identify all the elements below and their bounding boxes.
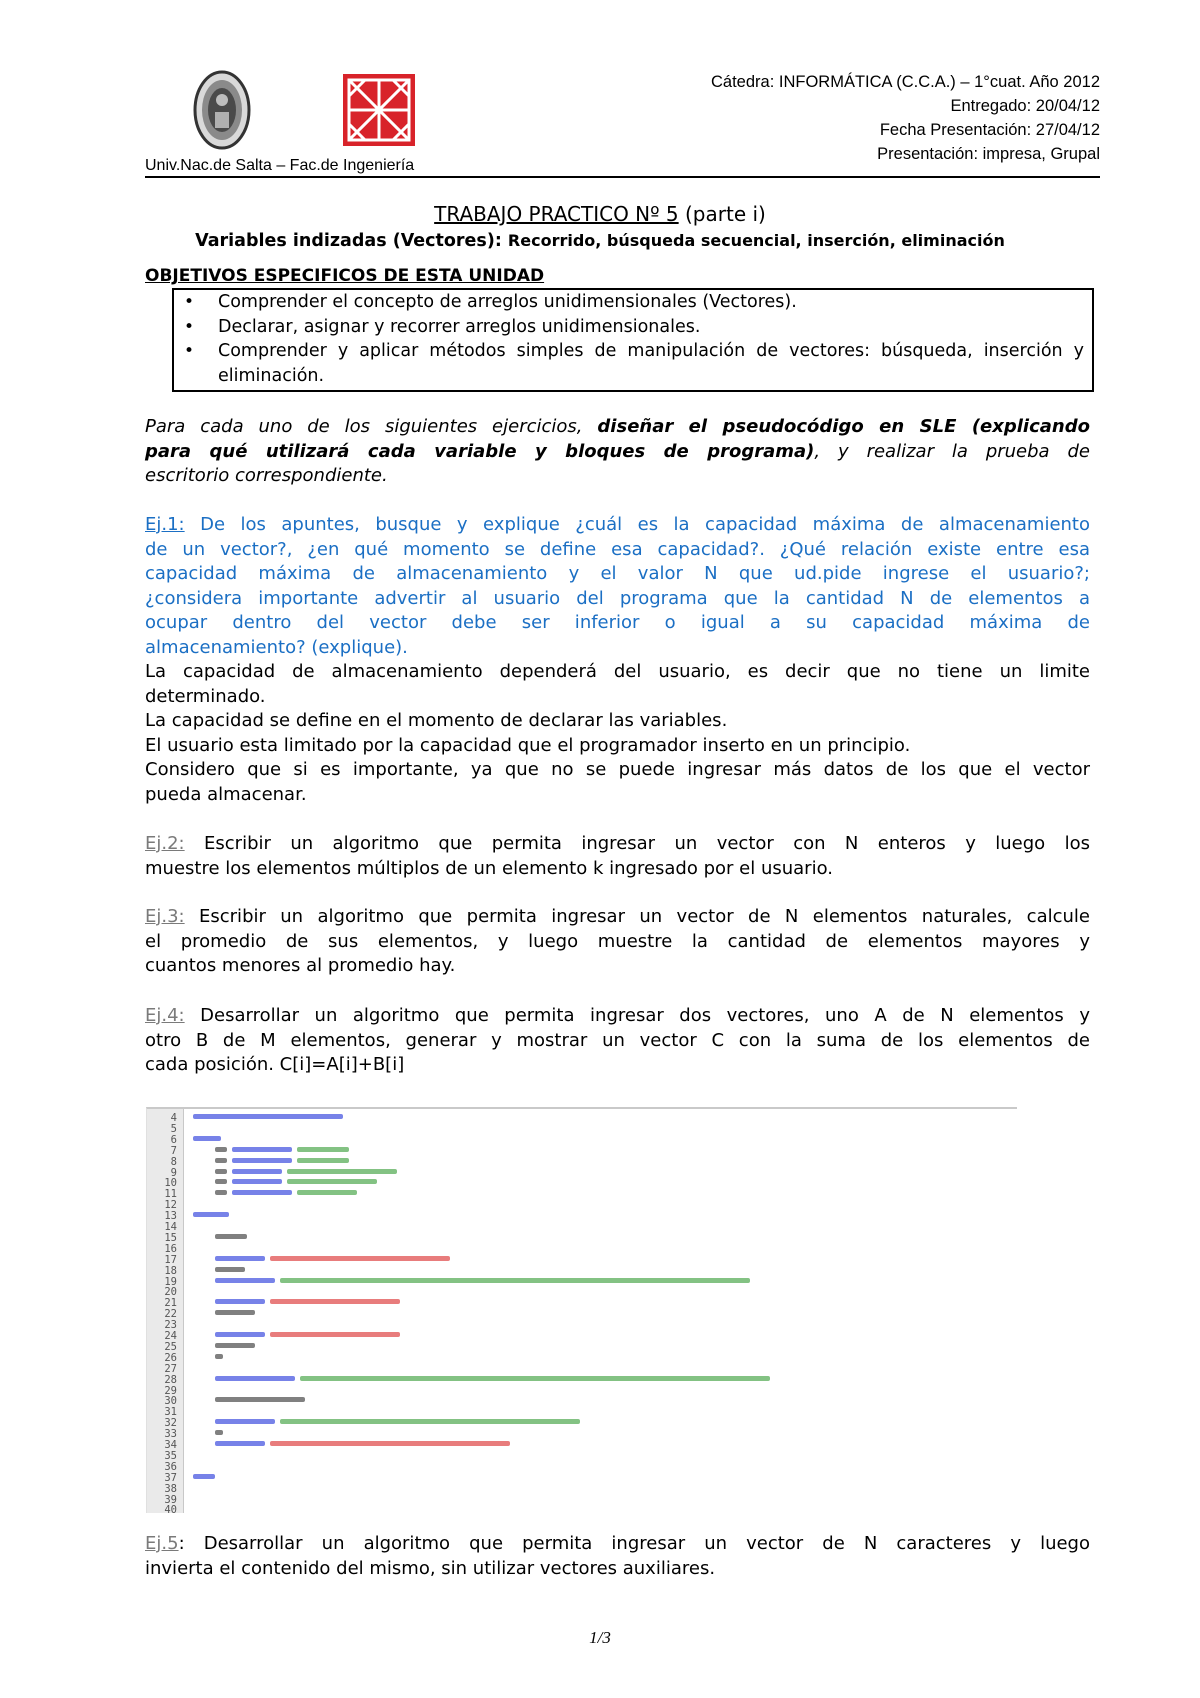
code-line xyxy=(215,1234,247,1240)
code-line xyxy=(193,1212,229,1218)
code-line xyxy=(215,1278,750,1284)
code-token xyxy=(270,1299,400,1304)
ej5-line xyxy=(145,1532,1090,1557)
ej4-label: Ej.4: xyxy=(145,1005,185,1026)
code-line xyxy=(215,1169,397,1175)
code-line xyxy=(215,1332,400,1338)
ej1-question-line: de un vector?, ¿en qué momento se define esa capacidad?. ¿Qué relación existe entre esa xyxy=(145,538,1090,560)
objective-item: • Comprender y aplicar métodos simples de manipulación de vectores: búsqueda, inserción y eliminación. xyxy=(174,339,1092,388)
intro-paragraph xyxy=(145,415,1090,489)
code-line xyxy=(215,1256,450,1262)
code-token xyxy=(232,1158,292,1163)
ej3-line: cuantos menores al promedio hay. xyxy=(145,955,456,976)
code-line-number: 29 xyxy=(164,1384,177,1397)
code-token xyxy=(280,1419,580,1424)
ej2-line xyxy=(145,832,1090,857)
objectives-heading: OBJETIVOS ESPECIFICOS DE ESTA UNIDAD xyxy=(145,266,545,286)
intro-text: , y realizar la prueba de xyxy=(814,440,1090,462)
code-token xyxy=(215,1310,255,1315)
ej5-label: Ej.5 xyxy=(145,1533,179,1554)
code-line-number: 5 xyxy=(170,1122,177,1135)
code-line-gutter xyxy=(147,1109,184,1513)
code-token xyxy=(287,1169,397,1174)
ej5-text: : Desarrollar un algoritmo que permita ingresar un vector de N caracteres y luego xyxy=(178,1533,1090,1554)
code-line xyxy=(215,1147,349,1153)
code-line-number: 8 xyxy=(170,1155,177,1168)
code-line-number: 25 xyxy=(164,1340,177,1353)
intro-line: escritorio correspondiente. xyxy=(145,465,388,486)
code-line-number: 7 xyxy=(170,1144,177,1157)
ej1-question-line xyxy=(145,513,1090,538)
code-token xyxy=(280,1278,750,1283)
ej2-line: muestre los elementos múltiplos de un elemento k ingresado por el usuario. xyxy=(145,857,833,879)
ej1-answer-line: Considero que si es importante, ya que no se puede ingresar más datos de los que el vector xyxy=(145,759,1090,780)
ej1-label: Ej.1: xyxy=(145,514,185,535)
ej3-line: el promedio de sus elementos, y luego muestre la cantidad de elementos mayores y xyxy=(145,930,1090,952)
code-token xyxy=(232,1147,292,1152)
code-line-number: 35 xyxy=(164,1449,177,1462)
code-line xyxy=(215,1376,770,1382)
objectives-box xyxy=(172,288,1094,392)
code-line-number: 31 xyxy=(164,1406,177,1419)
code-token xyxy=(215,1278,275,1283)
ej1-question-line: ocupar dentro del vector debe ser inferior o igual a su capacidad máxima de xyxy=(145,612,1090,633)
ej4-line: otro B de M elementos, generar y mostrar un vector C con la suma de los elementos de xyxy=(145,1029,1090,1051)
ej3-text: Escribir un algoritmo que permita ingresar un vector de N elementos naturales, calcule xyxy=(184,906,1090,927)
objective-item: • Declarar, asignar y recorrer arreglos unidimensionales. xyxy=(174,315,1092,340)
subtitle-b: Recorrido, búsqueda secuencial, inserción, eliminación xyxy=(507,231,1005,250)
code-token xyxy=(297,1158,349,1163)
code-line-number: 26 xyxy=(164,1351,177,1364)
intro-line xyxy=(145,415,1090,440)
exercise-1 xyxy=(145,513,1090,807)
code-line-number: 27 xyxy=(164,1362,177,1375)
code-line xyxy=(215,1310,255,1316)
code-line-number: 24 xyxy=(164,1330,177,1342)
code-line-number: 30 xyxy=(164,1395,177,1408)
code-screenshot xyxy=(146,1107,1017,1513)
code-token xyxy=(215,1430,223,1435)
code-line-number: 40 xyxy=(164,1504,177,1513)
code-line-number: 16 xyxy=(164,1242,177,1255)
title-suffix: (parte i) xyxy=(678,202,766,226)
code-token xyxy=(215,1332,265,1337)
intro-bold: diseñar el pseudocódigo en SLE (explicando xyxy=(597,416,1090,437)
code-line xyxy=(193,1114,343,1120)
code-token xyxy=(232,1179,282,1184)
course-info xyxy=(711,70,1100,166)
code-line-number: 4 xyxy=(170,1112,177,1124)
code-line-number: 14 xyxy=(164,1221,177,1233)
code-line-number: 32 xyxy=(164,1417,177,1430)
code-area xyxy=(193,1109,1017,1513)
code-line-number: 13 xyxy=(164,1210,177,1223)
code-token xyxy=(193,1474,215,1479)
subtitle-a: Variables indizadas (Vectores): xyxy=(195,231,508,251)
intro-bold: para qué utilizará cada variable y bloques de programa) xyxy=(145,440,815,462)
code-line-number: 36 xyxy=(164,1460,177,1473)
code-token xyxy=(287,1179,377,1184)
code-line-number: 22 xyxy=(164,1308,177,1321)
code-token xyxy=(300,1376,770,1381)
presentation-date: Fecha Presentación: 27/04/12 xyxy=(879,121,1100,139)
ej4-line xyxy=(145,1004,1090,1029)
code-line xyxy=(215,1267,245,1273)
code-line-number: 23 xyxy=(164,1319,177,1332)
intro-line xyxy=(145,440,1090,465)
intro-text: Para cada uno de los siguientes ejercicios, xyxy=(145,416,598,437)
ej5-line: invierta el contenido del mismo, sin utilizar vectores auxiliares. xyxy=(145,1557,716,1579)
exercise-4 xyxy=(145,1004,1090,1078)
code-token xyxy=(193,1136,221,1141)
code-line-number: 20 xyxy=(164,1286,177,1299)
code-token xyxy=(193,1212,229,1217)
code-line-number: 33 xyxy=(164,1428,177,1441)
code-token xyxy=(215,1256,265,1261)
code-token xyxy=(215,1299,265,1304)
code-token xyxy=(270,1256,450,1261)
ej4-line: cada posición. C[i]=A[i]+B[i] xyxy=(145,1054,405,1075)
engineering-faculty-logo xyxy=(343,74,415,146)
code-line-number: 10 xyxy=(164,1177,177,1190)
code-token xyxy=(215,1419,275,1424)
ej1-answer-line: determinado. xyxy=(145,685,266,707)
university-name: Univ.Nac.de Salta – Fac.de Ingeniería xyxy=(145,157,415,174)
code-token xyxy=(270,1332,400,1337)
code-token xyxy=(215,1397,305,1402)
ej1-answer-line: pueda almacenar. xyxy=(145,783,307,805)
code-line-number: 37 xyxy=(164,1471,177,1484)
code-line-number: 17 xyxy=(164,1253,177,1266)
ej4-text: Desarrollar un algoritmo que permita ingresar dos vectores, uno A de N elementos y xyxy=(184,1005,1090,1026)
code-line-number: 38 xyxy=(164,1482,177,1495)
code-line xyxy=(215,1397,305,1403)
code-line-number: 34 xyxy=(164,1439,177,1451)
code-token xyxy=(270,1441,510,1446)
code-token xyxy=(232,1190,292,1195)
code-line-number: 9 xyxy=(170,1166,177,1179)
document-subtitle xyxy=(0,231,1200,251)
code-token xyxy=(215,1147,227,1152)
objective-item: • Comprender el concepto de arreglos unidimensionales (Vectores). xyxy=(174,290,1092,315)
code-line-number: 6 xyxy=(170,1133,177,1146)
code-line-number: 21 xyxy=(164,1297,177,1310)
code-token xyxy=(297,1147,349,1152)
exercise-3 xyxy=(145,905,1090,979)
code-line-number: 11 xyxy=(164,1188,177,1201)
code-token xyxy=(297,1190,357,1195)
code-token xyxy=(215,1343,255,1348)
code-line xyxy=(215,1299,400,1305)
ej1-answer-line: El usuario esta limitado por la capacidad que el programador inserto en un principio. xyxy=(145,734,911,756)
course-line: Cátedra: INFORMÁTICA (C.C.A.) – 1°cuat. Año 2012 xyxy=(711,73,1100,91)
code-line xyxy=(215,1343,255,1349)
code-token xyxy=(193,1114,343,1119)
ej2-text: Escribir un algoritmo que permita ingresar un vector con N enteros y luego los xyxy=(184,833,1090,854)
code-line xyxy=(215,1354,223,1360)
code-token xyxy=(215,1354,223,1359)
code-line xyxy=(215,1441,510,1447)
code-line xyxy=(193,1136,221,1142)
code-token xyxy=(232,1169,282,1174)
ej1-question-line: almacenamiento? (explique). xyxy=(145,636,408,658)
university-seal-logo xyxy=(193,70,251,150)
code-line-number: 12 xyxy=(164,1199,177,1212)
code-token xyxy=(215,1441,265,1446)
ej1-answer-line: La capacidad se define en el momento de declarar las variables. xyxy=(145,710,728,731)
exercise-5 xyxy=(145,1532,1090,1581)
code-line-number: 18 xyxy=(164,1264,177,1277)
code-line-number: 19 xyxy=(164,1275,177,1288)
presentation-format: Presentación: impresa, Grupal xyxy=(877,145,1100,163)
code-token xyxy=(215,1267,245,1272)
code-token xyxy=(215,1179,227,1184)
ej1-text: De los apuntes, busque y explique ¿cuál es la capacidad máxima de almacenamiento xyxy=(184,514,1090,535)
ej3-label: Ej.3: xyxy=(145,906,185,927)
code-token xyxy=(215,1158,227,1163)
page-header xyxy=(145,70,1100,178)
document-title xyxy=(0,202,1200,226)
title-main: TRABAJO PRACTICO Nº 5 xyxy=(434,202,679,226)
code-line xyxy=(193,1474,215,1480)
ej1-question-line: ¿considera importante advertir al usuario del programa que la cantidad N de elementos a xyxy=(145,587,1090,609)
delivered-date: Entregado: 20/04/12 xyxy=(950,97,1100,115)
code-token xyxy=(215,1376,295,1381)
ej3-line xyxy=(145,905,1090,930)
page-number: 1/3 xyxy=(589,1628,611,1647)
code-token xyxy=(215,1190,227,1195)
code-line-number: 15 xyxy=(164,1231,177,1244)
code-token xyxy=(215,1234,247,1239)
ej1-question-line: capacidad máxima de almacenamiento y el valor N que ud.pide ingrese el usuario?; xyxy=(145,563,1090,584)
code-line xyxy=(215,1430,223,1436)
code-line-number: 39 xyxy=(164,1493,177,1506)
code-line xyxy=(215,1179,377,1185)
code-line xyxy=(215,1419,580,1425)
code-line xyxy=(215,1158,349,1164)
ej2-label: Ej.2: xyxy=(145,833,185,854)
code-line-number: 28 xyxy=(164,1373,177,1386)
exercise-2 xyxy=(145,832,1090,881)
code-line xyxy=(215,1190,357,1196)
code-token xyxy=(215,1169,227,1174)
ej1-answer-line: La capacidad de almacenamiento dependerá del usuario, es decir que no tiene un limite xyxy=(145,661,1090,682)
